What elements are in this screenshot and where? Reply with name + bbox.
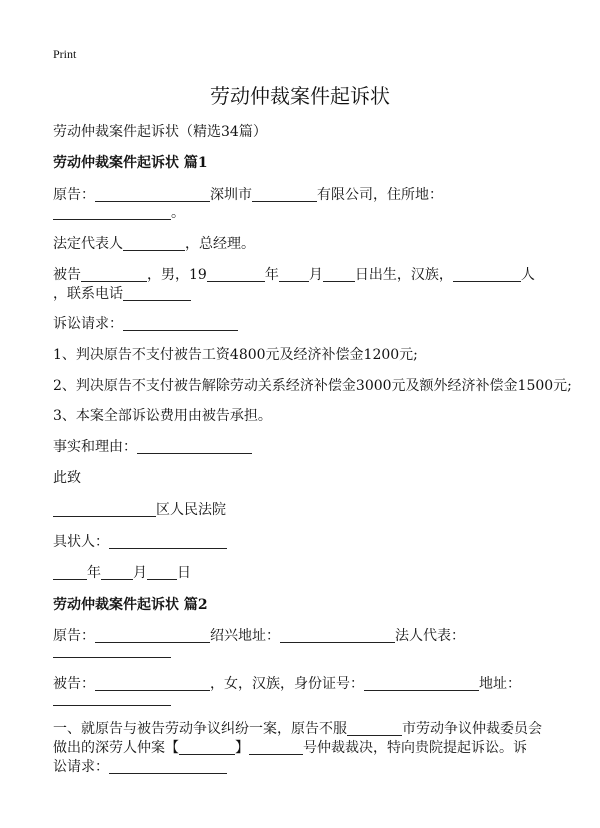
a2-para-line2-b: 】 [235, 740, 249, 756]
a1-claims-label: 诉讼请求： [53, 316, 123, 332]
a1-defendant-gender: ，男，19 [147, 267, 207, 283]
blank [95, 628, 210, 643]
a1-person: 人 [520, 267, 535, 283]
a1-address-line [53, 202, 185, 222]
a1-claims-line [53, 313, 238, 333]
blank [123, 236, 185, 251]
a1-facts-line [53, 436, 252, 456]
a1-signer-line [53, 531, 227, 551]
a1-court: 区人民法院 [156, 502, 226, 518]
article2-heading: 劳动仲裁案件起诉状 篇2 [53, 597, 208, 613]
print-link[interactable]: Print [53, 47, 77, 61]
blank [123, 316, 238, 331]
a1-plaintiff-company: 有限公司，住所地： [317, 187, 443, 203]
a1-plaintiff-label: 原告： [53, 187, 95, 203]
a1-claim-1: 1、判决原告不支付被告工资4800元及经济补偿金1200元; [53, 347, 418, 363]
a1-legal-rep-line [53, 233, 255, 253]
a1-birth: 日出生，汉族， [354, 267, 453, 283]
document-title: 劳动仲裁案件起诉状 [210, 84, 390, 108]
a2-address-blank-line [53, 691, 171, 707]
blank [147, 565, 177, 580]
a2-defendant-info: ，女，汉族，身份证号： [210, 676, 364, 692]
blank [137, 439, 252, 454]
a1-legal-rep-suffix: ，总经理。 [185, 236, 255, 252]
blank [123, 286, 191, 301]
blank [53, 205, 171, 220]
blank [347, 721, 402, 736]
a2-para-line2 [53, 737, 527, 757]
article1-heading: 劳动仲裁案件起诉状 篇1 [53, 155, 208, 171]
a1-phone: ，联系电话 [53, 286, 123, 302]
a1-end-mark: 。 [171, 205, 185, 221]
a2-plaintiff-label: 原告： [53, 628, 95, 644]
a1-plaintiff-city: 深圳市 [210, 187, 252, 203]
blank [179, 740, 235, 755]
a1-salutation: 此致 [53, 470, 81, 486]
a1-date-line [53, 562, 191, 582]
blank [95, 187, 210, 202]
blank [53, 565, 87, 580]
a1-date-month: 月 [133, 565, 147, 581]
a2-plaintiff-blank-line [53, 643, 171, 659]
a2-para-line1 [53, 718, 542, 738]
a2-para-part1: 一、就原告与被告劳动争议纠纷一案，原告不服 [53, 721, 347, 737]
a1-claim-2: 2、判决原告不支付被告解除劳动关系经济补偿金3000元及额外经济补偿金1500元; [53, 378, 572, 394]
a1-date-day: 日 [177, 565, 191, 581]
a2-defendant-line [53, 673, 521, 693]
blank [249, 740, 303, 755]
blank [323, 267, 355, 282]
a2-legal-rep: 法人代表： [395, 628, 465, 644]
blank [109, 759, 227, 774]
a2-para-line2-a: 做出的深劳人仲案【 [53, 740, 179, 756]
a2-para-part2: 市劳动争议仲裁委员会 [402, 721, 542, 737]
a1-claim-3: 3、本案全部诉讼费用由被告承担。 [53, 408, 272, 424]
blank [81, 267, 147, 282]
subtitle: 劳动仲裁案件起诉状（精选34篇） [53, 124, 267, 140]
a2-para-line3 [53, 756, 227, 776]
blank [280, 628, 395, 643]
blank [53, 643, 171, 658]
a1-date-year: 年 [87, 565, 101, 581]
a2-shaoxing-addr: 绍兴地址： [210, 628, 280, 644]
a1-phone-line [53, 283, 191, 303]
blank [109, 534, 227, 549]
a1-facts-label: 事实和理由： [53, 439, 137, 455]
blank [364, 676, 479, 691]
a2-plaintiff-line [53, 625, 465, 645]
a1-month: 月 [308, 267, 323, 283]
blank [252, 187, 317, 202]
blank [207, 267, 265, 282]
a1-plaintiff-line [53, 184, 443, 204]
blank [279, 267, 309, 282]
a1-defendant-line [53, 264, 535, 284]
a1-signer-label: 具状人： [53, 534, 109, 550]
blank [101, 565, 133, 580]
blank [53, 502, 156, 517]
a1-defendant-label: 被告 [53, 267, 81, 283]
a2-para-line3-label: 讼请求： [53, 759, 109, 775]
a2-address: 地址： [479, 676, 521, 692]
blank [95, 676, 210, 691]
a2-para-line2-c: 号仲裁裁决，特向贵院提起诉讼。诉 [303, 740, 527, 756]
a2-defendant-label: 被告： [53, 676, 95, 692]
a1-year: 年 [264, 267, 279, 283]
blank [53, 691, 171, 706]
a1-court-line [53, 499, 226, 519]
blank [453, 267, 521, 282]
a1-legal-rep-prefix: 法定代表人 [53, 236, 123, 252]
